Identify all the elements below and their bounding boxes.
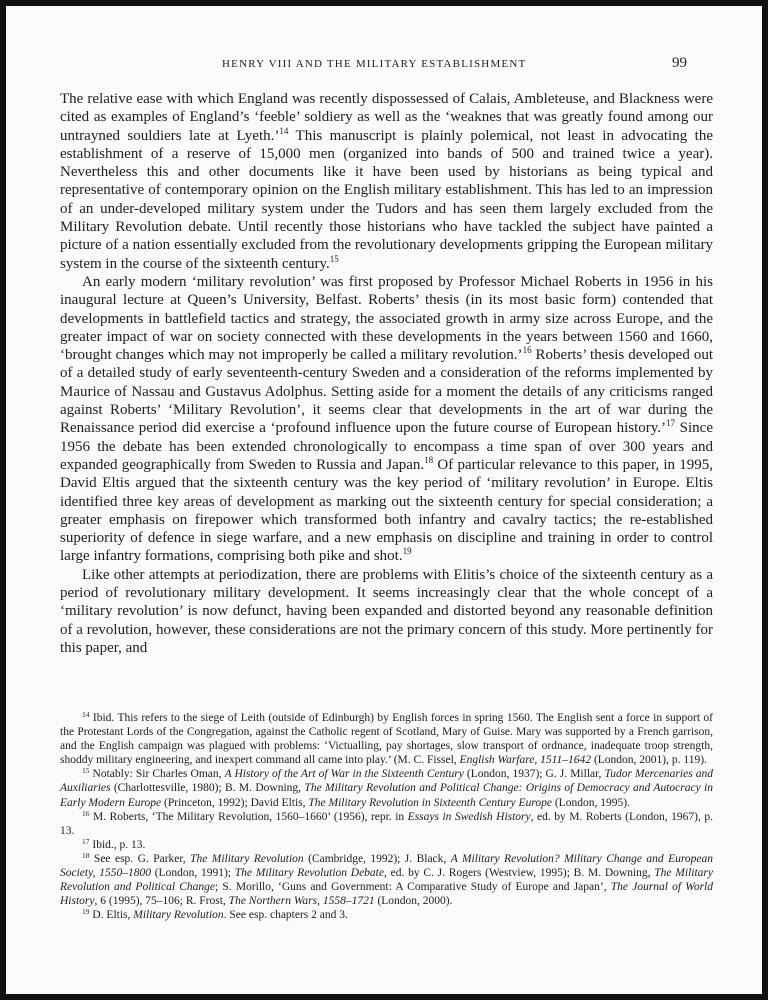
paragraph-text: An early modern ‘military revolution’ was first proposed by Professor Michael Roberts in 1956 in his inaugural lecture at Queen’s University, Belfast. Roberts’ thesis (in its most basic form) contended that developments in battlefield tactics and strategy, the associated growth in army size across Europe, and the greater impact of war on society connected with these developments in the years between 1560 and 1660, ‘brought changes which may not improperly be called a military revolution.’ [60, 273, 713, 364]
footnote-title: The Northern Wars, 1558–1721 [228, 895, 375, 908]
paragraph-3: Like other attempts at periodization, there are problems with Elitis’s choice of the sixteenth century as a period of revolutionary military development. It seems increasingly clear that the whole concept of a ‘military revolution’ is now defunct, having been expanded and distorted beyond any reasonable definition of a revolution, however, these considerations are not the primary concern of this study. More pertinently for this paper, and [60, 566, 713, 656]
footnote-number: 14 [82, 710, 90, 719]
footnote-text: (London, 1991); [150, 867, 235, 880]
footnote-text: . See esp. chapters 2 and 3. [223, 909, 348, 922]
footnote-text: (Cambridge, 1992); J. Black, [303, 852, 451, 865]
footnote-title: The Military Revolution in Sixteenth Century Europe [308, 796, 552, 809]
footnote-title: Military Revolution [133, 909, 224, 922]
footnote-text: Ibid. This refers to the siege of Leith (outside of Edinburgh) by English forces in spring 1560. The English sent a force in support of the Protestant Lords of the Congregation, against the Catholic regent of Scotland, Mary of Guise. Mary was supported by a French garrison, and the English campaign was plagued with problems: ‘Victualling, pay shortages, slow transport of ordnance, inadequate troop strength, shoddy military engineering, and inexpert command all came into play.’ (M. C. Fissel, [60, 712, 713, 767]
footnote-title: The Military Revolution and Political Change: Origins of Democracy and Autocracy in Early Modern Europe [60, 782, 713, 809]
footnote-ref-16: 16 [522, 345, 532, 356]
paragraph-text: Of particular relevance to this paper, in 1995, David Eltis argued that the sixteenth century was the key period of ‘military revolution’ in Europe. Eltis identified three key areas of development as marking out the sixteenth century for special consideration; a greater emphasis on firepower which transformed both infantry and cavalry tactics; the re-established superiority of defence in siege warfare, and a new emphasis on discipline and training in order to control large infantry formations, comprising both pike and shot. [60, 456, 713, 565]
footnote-text: (London, 2000). [374, 895, 453, 908]
paragraph-1 [60, 90, 713, 273]
footnote-number: 17 [82, 836, 90, 846]
footnote-title: The Military Revolution [190, 852, 304, 865]
footnote-number: 19 [82, 907, 90, 917]
book-page [6, 6, 762, 994]
footnote-text: (London, 2001), p. 119). [591, 754, 707, 767]
body-text [60, 90, 713, 657]
running-title: HENRY VIII AND THE MILITARY ESTABLISHMENT [222, 58, 527, 70]
footnote-text: D. Eltis, [89, 909, 134, 922]
footnotes [60, 711, 713, 922]
footnote-title: The Military Revolution and Political Change [60, 867, 713, 894]
footnote-text: (London, 1937); G. J. Millar, [463, 768, 605, 781]
footnote-ref-14: 14 [279, 125, 289, 136]
footnote-title: The Journal of World History [60, 881, 713, 908]
footnote-18 [60, 852, 713, 908]
footnote-text: (Charlottesville, 1980); B. M. Downing, [110, 782, 305, 795]
footnote-title: Tudor Mercenaries and Auxiliaries [60, 768, 713, 795]
footnote-title: A History of the Art of War in the Sixteenth Century [224, 768, 464, 781]
footnote-text: , ed. by M. Roberts (London, 1967), p. 13. [60, 810, 713, 837]
footnote-number: 16 [82, 808, 90, 818]
footnote-title: The Military Revolution Debate [234, 867, 384, 880]
running-head [6, 55, 762, 78]
footnote-ref-19: 19 [402, 546, 412, 557]
footnote-text: , ed. by C. J. Rogers (Westview, 1995); B. M. Downing, [383, 867, 655, 880]
footnote-title: A Military Revolution? Military Change and European Society, 1550–1800 [60, 852, 714, 880]
paragraph-text: The relative ease with which England was recently dispossessed of Calais, Ambleteuse, and Blackness were cited as examples of England’s ‘feeble’ soldiery as well as the ‘weaknes that was greatly found among our untrayned souldiers late at Lyeth.’ [60, 91, 713, 144]
footnote-15 [60, 767, 713, 809]
footnote-title: Essays in Swedish History [407, 810, 531, 823]
footnote-19 [60, 908, 713, 922]
footnote-ref-15: 15 [329, 253, 339, 264]
footnote-text: M. Roberts, ‘The Military Revolution, 1560–1660’ (1956), repr. in [89, 810, 408, 823]
footnote-title: English Warfare, 1511–1642 [459, 754, 592, 767]
footnote-text: See esp. G. Parker, [89, 852, 191, 865]
footnote-14 [60, 711, 713, 767]
footnote-ref-17: 17 [666, 418, 676, 429]
footnote-text: Ibid., p. 13. [89, 838, 146, 851]
footnote-text: Notably: Sir Charles Oman, [89, 768, 225, 781]
footnote-17 [60, 838, 713, 852]
paragraph-text: Since 1956 the debate has been extended chronologically to encompass a time span of over 300 years and expanded geographically from Sweden to Russia and Japan. [60, 420, 713, 473]
paragraph-2 [60, 273, 713, 566]
footnote-ref-18: 18 [424, 454, 434, 465]
footnote-number: 18 [82, 850, 90, 860]
footnote-number: 15 [82, 766, 90, 776]
footnote-text: ; S. Morillo, ‘Guns and Government: A Comparative Study of Europe and Japan’, [215, 881, 611, 894]
paragraph-text: Roberts’ thesis developed out of a detailed study of early seventeenth-century Sweden and a consideration of the reforms implemented by Maurice of Nassau and Gustavus Adolphus. Setting aside for a moment the details of any criticisms ranged against Roberts’ ‘Military Revolution’, it seems clear that developments in the art of war during the Renaissance period did exercise a ‘profound influence upon the future course of European history.’ [60, 347, 713, 437]
footnote-text: (Princeton, 1992); David Eltis, [161, 796, 309, 809]
paragraph-text: This manuscript is plainly polemical, not least in advocating the establishment of a reserve of 15,000 men (organized into bands of 500 and trained twice a year). Nevertheless this and other documents like it have been used by historians as being typical and representative of contemporary opinion on the English military establishment. This has led to an impression of an under-developed military system under the Tudors and has seen them largely excluded from the Military Revolution debate. Until recently those historians who have tackled the subject have painted a picture of a nation essentially excluded from the revolutionary developments gripping the European military system in the course of the sixteenth century. [60, 127, 713, 272]
footnote-16 [60, 810, 713, 838]
footnote-text: , 6 (1995), 75–106; R. Frost, [94, 895, 229, 908]
footnote-text: (London, 1995). [551, 796, 630, 809]
page-number: 99 [672, 55, 687, 71]
